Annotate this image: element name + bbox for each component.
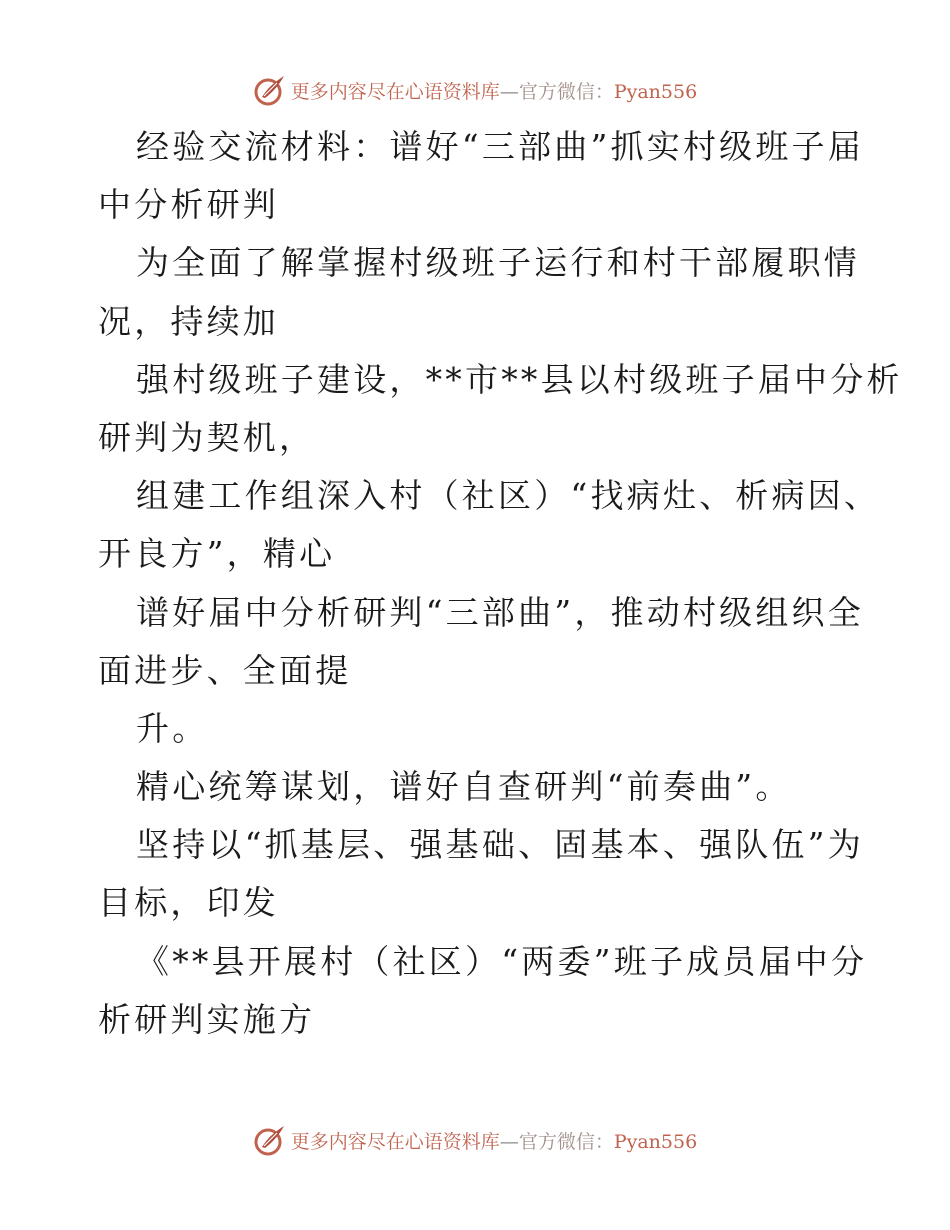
watermark-text [291,1127,697,1154]
text-line: 组建工作组深入村（社区）“找病灶、析病因、 [136,476,881,516]
text-line: 强村级班子建设，**市**县以村级班子届中分析 [136,359,903,399]
text-line: 面进步、全面提 [98,650,352,690]
watermark-suffix: 官方微信： [518,80,614,103]
watermark-dash: — [499,80,519,103]
watermark-text [291,77,697,104]
watermark-main: 更多内容尽在心语资料库 [290,1130,500,1153]
text-line: 《**县开展村（社区）“两委”班子成员届中分 [136,941,868,981]
text-line: 况，持续加 [98,301,279,341]
text-line: 经验交流材料：谱好“三部曲”抓实村级班子届 [136,127,864,166]
watermark-dash: — [499,1130,519,1153]
document-body [98,118,903,1049]
text-line: 目标，印发 [98,883,279,923]
text-line: 中分析研判 [98,185,279,225]
page-header-watermark [0,70,950,110]
text-line: 研判为契机， [98,417,316,457]
watermark-main: 更多内容尽在心语资料库 [290,80,500,103]
watermark-brand [253,73,697,107]
quill-logo-icon [253,73,287,107]
watermark-account: Pyan556 [613,80,698,103]
watermark-brand [253,1123,697,1157]
text-line: 坚持以“抓基层、强基础、固基本、强队伍”为 [136,825,864,865]
text-line: 精心统筹谋划，谱好自查研判“前奏曲”。 [136,767,792,807]
quill-logo-icon [253,1123,287,1157]
text-line: 为全面了解掌握村级班子运行和村干部履职情 [136,243,860,283]
text-line: 升。 [136,708,209,748]
text-line: 谱好届中分析研判“三部曲”，推动村级组织全 [136,592,864,632]
page-footer-watermark [0,1120,950,1160]
text-line: 析研判实施方 [98,999,316,1039]
watermark-account: Pyan556 [613,1130,698,1153]
text-line: 开良方”，精心 [98,534,336,574]
watermark-suffix: 官方微信： [518,1130,614,1153]
